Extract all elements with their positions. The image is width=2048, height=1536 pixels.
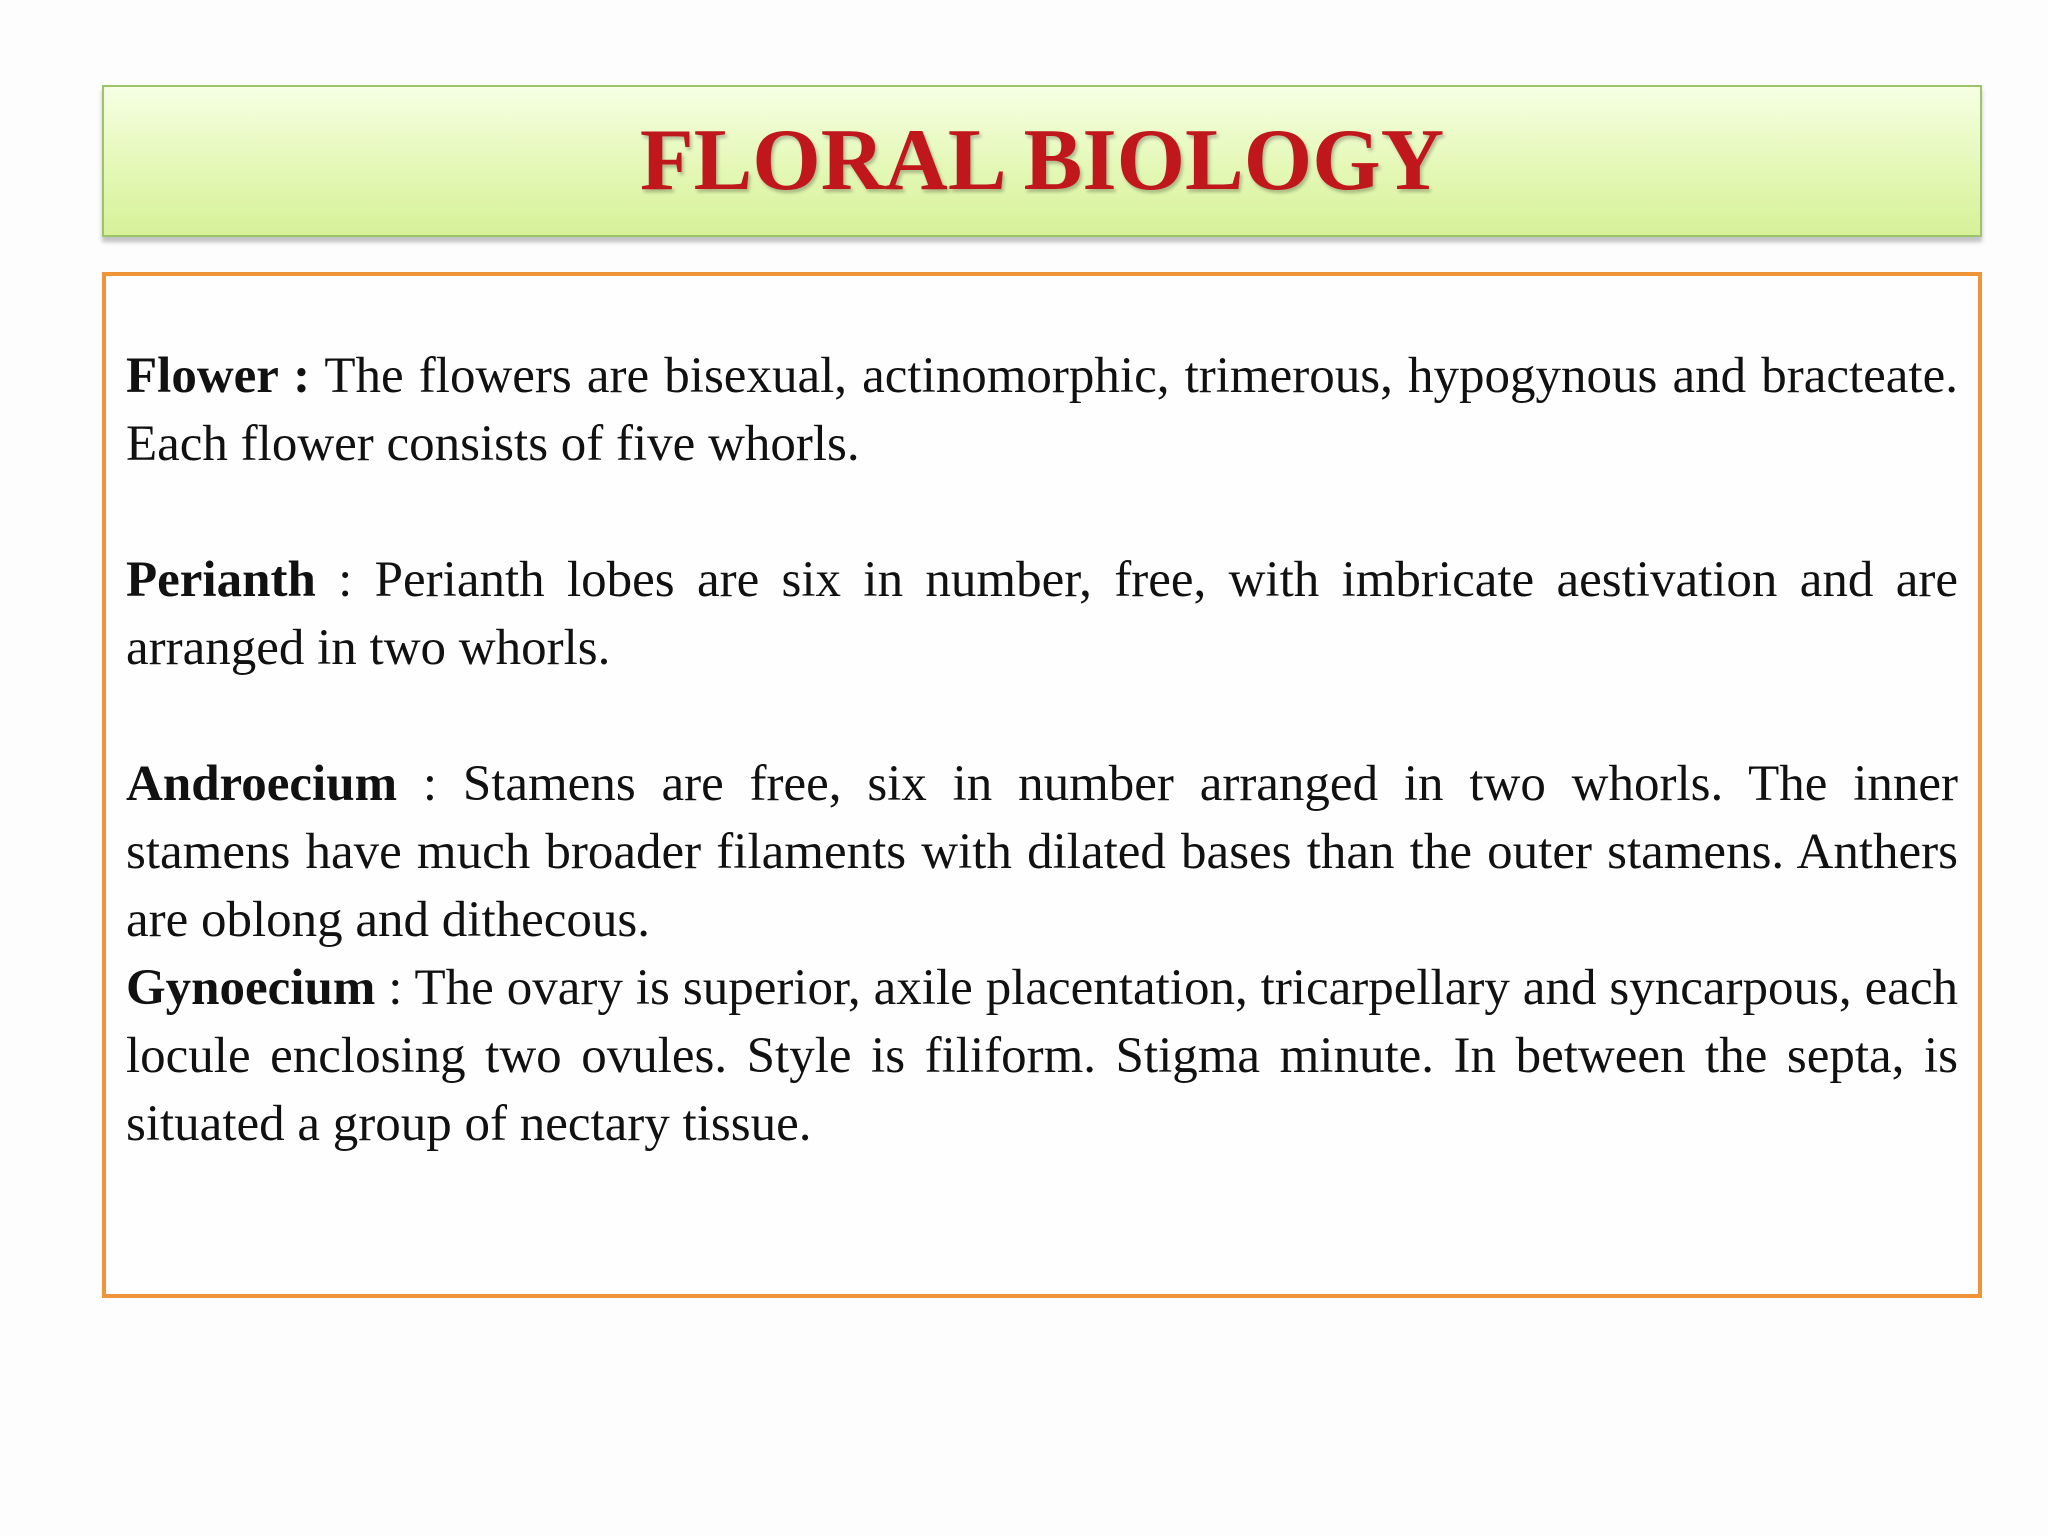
section-flower <box>126 342 1958 478</box>
section-androecium <box>126 750 1958 954</box>
text-gynoecium: : The ovary is superior, axile placentation, tricarpellary and syncarpous, each locule enclosing two ovules. Style is filiform. Stigma minute. In between the septa, is situated a group of nectary tissue. <box>126 960 1958 1152</box>
section-gynoecium <box>126 954 1958 1158</box>
text-flower: The flowers are bisexual, actinomorphic, trimerous, hypogynous and bracteate. Each flower consists of five whorls. <box>126 348 1958 472</box>
content-panel <box>102 272 1982 1298</box>
page-title: FLORAL BIOLOGY <box>639 112 1445 209</box>
term-androecium: Androecium <box>126 756 398 812</box>
title-banner <box>102 85 1982 237</box>
term-gynoecium: Gynoecium <box>126 960 376 1016</box>
term-perianth: Perianth <box>126 552 316 608</box>
text-perianth: : Perianth lobes are six in number, free, with imbricate aestivation and are arranged in two whorls. <box>126 552 1958 676</box>
section-perianth <box>126 546 1958 682</box>
text-androecium: : Stamens are free, six in number arranged in two whorls. The inner stamens have much broader filaments with dilated bases than the outer stamens. Anthers are oblong and dithecous. <box>126 756 1958 948</box>
paragraph-gap <box>126 682 1958 750</box>
term-flower: Flower : <box>126 348 311 404</box>
paragraph-gap <box>126 478 1958 546</box>
